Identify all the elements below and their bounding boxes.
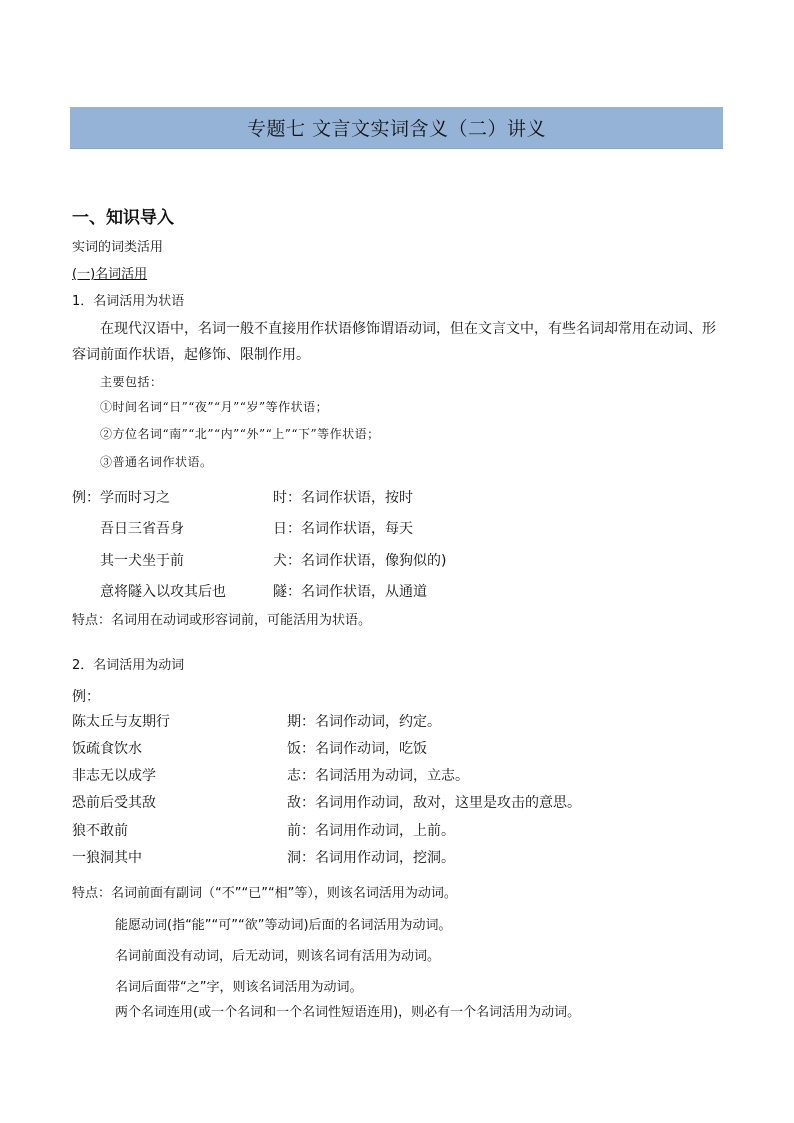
point2-feature: 两个名词连用(或一个名词和一个名词性短语连用)，则必有一个名词活用为动词。 [115, 1005, 581, 1020]
point1-paragraph-line2: 容词前面作状语，起修饰、限制作用。 [72, 347, 310, 363]
example-note: 前：名词用作动词，上前。 [287, 823, 455, 839]
includes-item: ①时间名词“日”“夜”“月”“岁”等作状语； [100, 400, 329, 414]
example-note: 洞：名词用作动词，挖洞。 [287, 850, 455, 866]
example-sentence: 一狼洞其中 [72, 850, 142, 866]
topic-label: 实词的词类活用 [72, 240, 164, 255]
includes-label: 主要包括： [100, 375, 163, 389]
example-note: 期：名词作动词，约定。 [287, 714, 441, 730]
example-sentence: 其一犬坐于前 [100, 553, 184, 569]
example-sentence: 吾日三省吾身 [100, 521, 184, 537]
example-note: 敌：名词用作动词，敌对，这里是攻击的意思。 [287, 795, 581, 811]
section-heading: 一、知识导入 [72, 208, 174, 228]
point1-feature: 特点：名词用在动词或形容词前，可能活用为状语。 [72, 613, 372, 628]
point1-heading: 1．名词活用为状语 [72, 294, 185, 309]
example-sentence: 非志无以成学 [72, 768, 156, 784]
example-sentence: 狼不敢前 [72, 823, 128, 839]
page-title: 专题七 文言文实词含义（二）讲义 [246, 118, 547, 140]
example-sentence: 饭疏食饮水 [72, 741, 142, 757]
point1-paragraph-line1: 在现代汉语中，名词一般不直接用作状语修饰谓语动词，但在文言文中，有些名词却常用在动词、形 [100, 321, 716, 337]
example-note: 饭：名词作动词，吃饭 [287, 741, 427, 757]
example-sentence: 恐前后受其敌 [72, 795, 156, 811]
example-note: 志：名词活用为动词，立志。 [287, 768, 469, 784]
point2-heading: 2．名词活用为动词 [72, 658, 185, 673]
title-banner [70, 107, 723, 149]
point2-feature: 特点：名词前面有副词（“不”“已”“相”等），则该名词活用为动词。 [72, 886, 457, 901]
example-sentence: 例：学而时习之 [72, 490, 170, 506]
includes-item: ②方位名词“南”“北”“内”“外”“上”“下”等作状语； [100, 427, 380, 441]
example-sentence: 陈太丘与友期行 [72, 714, 170, 730]
example-note: 隧：名词作状语，从通道 [273, 584, 427, 600]
point2-feature: 名词前面没有动词，后无动词，则该名词有活用为动词。 [115, 949, 441, 964]
point2-examples-label: 例： [72, 689, 100, 705]
subsection-heading: (一)名词活用 [72, 267, 148, 282]
point2-feature: 名词后面带“之”字，则该名词活用为动词。 [115, 980, 363, 995]
point2-feature: 能愿动词(指“能”“可”“欲”等动词)后面的名词活用为动词。 [115, 918, 452, 933]
includes-item: ③普通名词作状语。 [100, 455, 213, 469]
example-note: 犬：名词作状语，像狗似的) [273, 553, 447, 569]
example-sentence: 意将隧入以攻其后也 [100, 584, 226, 600]
example-note: 日：名词作状语，每天 [273, 521, 413, 537]
example-note: 时：名词作状语，按时 [273, 490, 413, 506]
